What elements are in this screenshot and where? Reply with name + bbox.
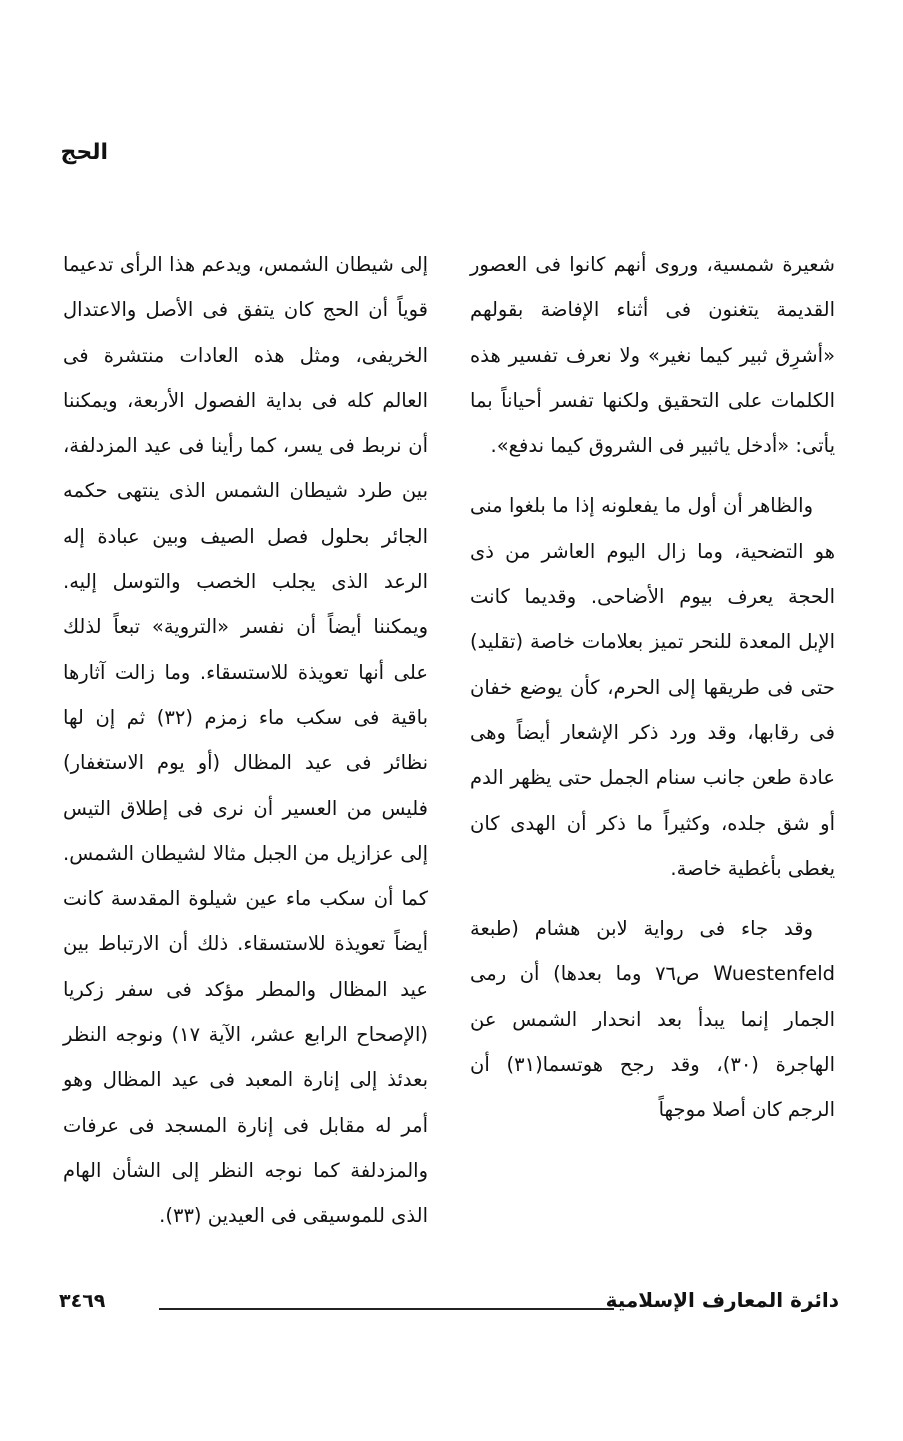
footer-rule [159,1308,614,1310]
running-head: الحج [60,140,108,165]
publication-title: دائرة المعارف الإسلامية [605,1288,839,1312]
paragraph: والظاهر أن أول ما يفعلونه إذا ما بلغوا منى هو التضحية، وما زال اليوم العاشر من ذى الحجة يعرف بيوم الأضاحى. وقديما كانت الإبل المعدة للنحر تميز بعلامات خاصة (تقليد) حتى فى طريقها إلى الحرم، كأن يوضع خفان فى رقابها، وقد ورد ذكر الإشعار أيضاً وهى عادة طعن جانب سنام الجمل حتى يظهر الدم أو شق جلده، وكثيراً ما ذكر أن الهدى كان يغطى بأغطية خاصة. [470,494,835,880]
text-column-left [63,242,428,1254]
page-footer [59,1288,839,1322]
paragraph: شعيرة شمسية، وروى أنهم كانوا فى العصور القديمة يتغنون فى أثناء الإفاضة بقولهم «أشرِق ثبير كيما نغير» ولا نعرف تفسير هذه الكلمات على التحقيق ولكنها تفسر أحياناً بما يأتى: «أدخل ياثبير فى الشروق كيما ندفع». [470,253,835,458]
paragraph: وقد جاء فى رواية لابن هشام (طبعة Wuestenfeld ص٧٦ وما بعدها) أن رمى الجمار إنما يبدأ بعد انحدار الشمس عن الهاجرة (٣٠)، وقد رجح هوتسما(٣١) أن الرجم كان أصلا موجهاً [470,917,835,1122]
paragraph: إلى شيطان الشمس، ويدعم هذا الرأى تدعيما قوياً أن الحج كان يتفق فى الأصل والاعتدال الخريفى، ومثل هذه العادات منتشرة فى العالم كله فى بداية الفصول الأربعة، ويمكننا أن نربط فى يسر، كما رأينا فى عيد المزدلفة، بين طرد شيطان الشمس الذى ينتهى حكمه الجائر بحلول فصل الصيف وبين عبادة إله الرعد الذى يجلب الخصب والتوسل إليه. ويمكننا أيضاً أن نفسر «التروية» تبعاً لذلك على أنها تعويذة للاستسقاء. وما زالت آثارها باقية فى سكب ماء زمزم (٣٢) ثم إن لها نظائر فى عيد المظال (أو يوم الاستغفار) فليس من العسير أن نرى فى إطلاق التيس إلى عزازيل من الجبل مثالا لشيطان الشمس. كما أن سكب ماء عين شيلوة المقدسة كانت أيضاً تعويذة للاستسقاء. ذلك أن الارتباط بين عيد المظال والمطر مؤكد فى سفر زكريا (الإصحاح الرابع عشر، الآية ١٧) ونوجه النظر بعدئذ إلى إنارة المعبد فى عيد المظال وهو أمر له مقابل فى إنارة المسجد فى عرفات والمزدلفة كما نوجه النظر إلى الشأن الهام الذى للموسيقى فى العيدين (٣٣). [63,253,428,1228]
text-column-right [470,242,835,1148]
page-number: ٣٤٦٩ [59,1290,106,1312]
